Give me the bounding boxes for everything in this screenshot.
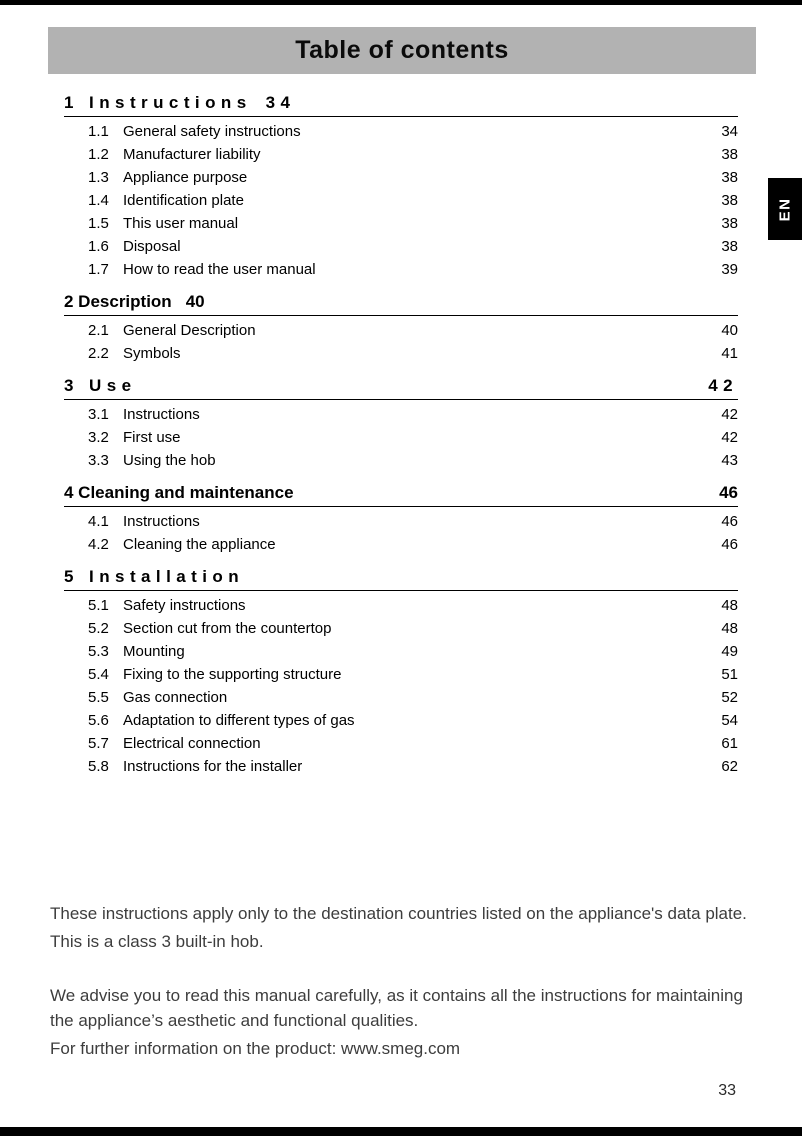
toc-item-number: 1.6 [88,238,109,255]
toc-item-title: General safety instructions [123,123,301,140]
toc-item-page: 41 [721,345,738,362]
toc-item-page: 48 [721,620,738,637]
toc-item [64,709,738,732]
toc-item-page: 62 [721,758,738,775]
toc-section-heading [64,566,738,591]
footer-info-line [50,1036,764,1061]
toc-item-title: Cleaning the appliance [123,536,276,553]
paragraph-gap [50,957,764,983]
toc-item [64,663,738,686]
toc-item-page: 38 [721,215,738,232]
toc-item-title: Electrical connection [123,735,261,752]
toc-section [64,92,738,281]
top-edge-bar [0,0,802,5]
footer-notes [50,901,764,1064]
toc-item [64,189,738,212]
toc-item-title: Fixing to the supporting structure [123,666,342,683]
toc-item [64,533,738,556]
toc-item [64,166,738,189]
toc-section-title: 2 Description [64,292,172,311]
toc-section [64,375,738,472]
toc-section-heading [64,92,738,117]
page-number: 33 [718,1082,736,1099]
language-tab [768,178,802,240]
toc-item [64,755,738,778]
toc-item [64,403,738,426]
toc-section-heading [64,482,738,507]
toc-item [64,732,738,755]
toc-item-page: 40 [721,322,738,339]
toc-item-page: 39 [721,261,738,278]
page-title-bar [48,27,756,74]
toc-item-page: 38 [721,238,738,255]
toc-item-page: 49 [721,643,738,660]
bottom-edge-bar [0,1127,802,1136]
toc-item-title: General Description [123,322,256,339]
footer-paragraph: These instructions apply only to the destination countries listed on the appliance's data plate. [50,904,747,923]
toc-item-title: Instructions [123,513,200,530]
toc-item [64,449,738,472]
toc-item-number: 5.4 [88,666,109,683]
toc-item-title: First use [123,429,181,446]
toc-item [64,640,738,663]
toc-item-number: 3.3 [88,452,109,469]
toc-item-title: Disposal [123,238,181,255]
info-prefix: For further information on the product: [50,1039,342,1058]
toc [64,92,738,788]
toc-item [64,426,738,449]
toc-item-number: 5.3 [88,643,109,660]
toc-item-number: 1.2 [88,146,109,163]
toc-item-number: 2.2 [88,345,109,362]
toc-section-title: 1 Instructions [64,93,252,112]
footer-paragraph: We advise you to read this manual carefully, as it contains all the instructions for maintaining the appliance’s aesthetic and functional qualities. [50,986,743,1030]
toc-item-title: Safety instructions [123,597,246,614]
toc-item-page: 38 [721,169,738,186]
toc-item [64,235,738,258]
toc-item-number: 5.8 [88,758,109,775]
toc-item-title: Identification plate [123,192,244,209]
toc-item-title: Adaptation to different types of gas [123,712,355,729]
toc-item-title: How to read the user manual [123,261,316,278]
toc-section-page: 40 [185,292,205,311]
toc-item-page: 61 [721,735,738,752]
toc-section-page: 42 [708,376,738,395]
toc-item-number: 3.1 [88,406,109,423]
toc-section-heading [64,291,738,316]
toc-item-page: 52 [721,689,738,706]
toc-item-page: 38 [721,146,738,163]
toc-item-title: Mounting [123,643,185,660]
product-url[interactable]: www.smeg.com [341,1039,461,1058]
toc-section-title: 5 Installation [64,567,245,586]
toc-item [64,617,738,640]
toc-item-page: 54 [721,712,738,729]
toc-section-page: 46 [719,483,738,502]
toc-item-page: 46 [721,513,738,530]
toc-section-heading [64,375,738,400]
toc-item [64,594,738,617]
toc-item [64,686,738,709]
toc-item-title: Using the hob [123,452,216,469]
toc-item-page: 48 [721,597,738,614]
toc-item [64,258,738,281]
toc-item-number: 1.7 [88,261,109,278]
toc-item-number: 4.1 [88,513,109,530]
toc-item-page: 51 [721,666,738,683]
toc-item-title: Appliance purpose [123,169,248,186]
toc-item-title: This user manual [123,215,239,232]
toc-item-title: Gas connection [123,689,228,706]
toc-item [64,342,738,365]
toc-item-page: 42 [721,429,738,446]
toc-section-page: 34 [265,93,296,112]
toc-item-page: 38 [721,192,738,209]
toc-item-number: 5.6 [88,712,109,729]
toc-item-title: Instructions [123,406,200,423]
toc-item [64,143,738,166]
toc-item-page: 43 [721,452,738,469]
toc-item-number: 4.2 [88,536,109,553]
toc-item [64,510,738,533]
toc-section [64,566,738,778]
toc-item-number: 5.2 [88,620,109,637]
toc-section [64,291,738,365]
toc-item-title: Symbols [123,345,181,362]
toc-item-page: 46 [721,536,738,553]
toc-item [64,319,738,342]
toc-section-title: 3 Use [64,376,137,395]
toc-item-number: 3.2 [88,429,109,446]
toc-item-number: 5.1 [88,597,109,614]
toc-item-title: Manufacturer liability [123,146,261,163]
page-title: Table of contents [295,36,509,64]
toc-item-page: 42 [721,406,738,423]
toc-section [64,482,738,556]
toc-item-number: 2.1 [88,322,109,339]
language-tab-label: EN [776,197,794,221]
toc-item-number: 5.5 [88,689,109,706]
toc-item [64,212,738,235]
toc-item-title: Section cut from the countertop [123,620,332,637]
toc-item [64,120,738,143]
toc-item-page: 34 [721,123,738,140]
toc-item-number: 1.1 [88,123,109,140]
toc-item-number: 1.4 [88,192,109,209]
toc-item-number: 1.3 [88,169,109,186]
toc-item-number: 1.5 [88,215,109,232]
toc-section-title: 4 Cleaning and maintenance [64,483,294,502]
toc-item-number: 5.7 [88,735,109,752]
footer-paragraph: This is a class 3 built-in hob. [50,932,264,951]
toc-item-title: Instructions for the installer [123,758,303,775]
